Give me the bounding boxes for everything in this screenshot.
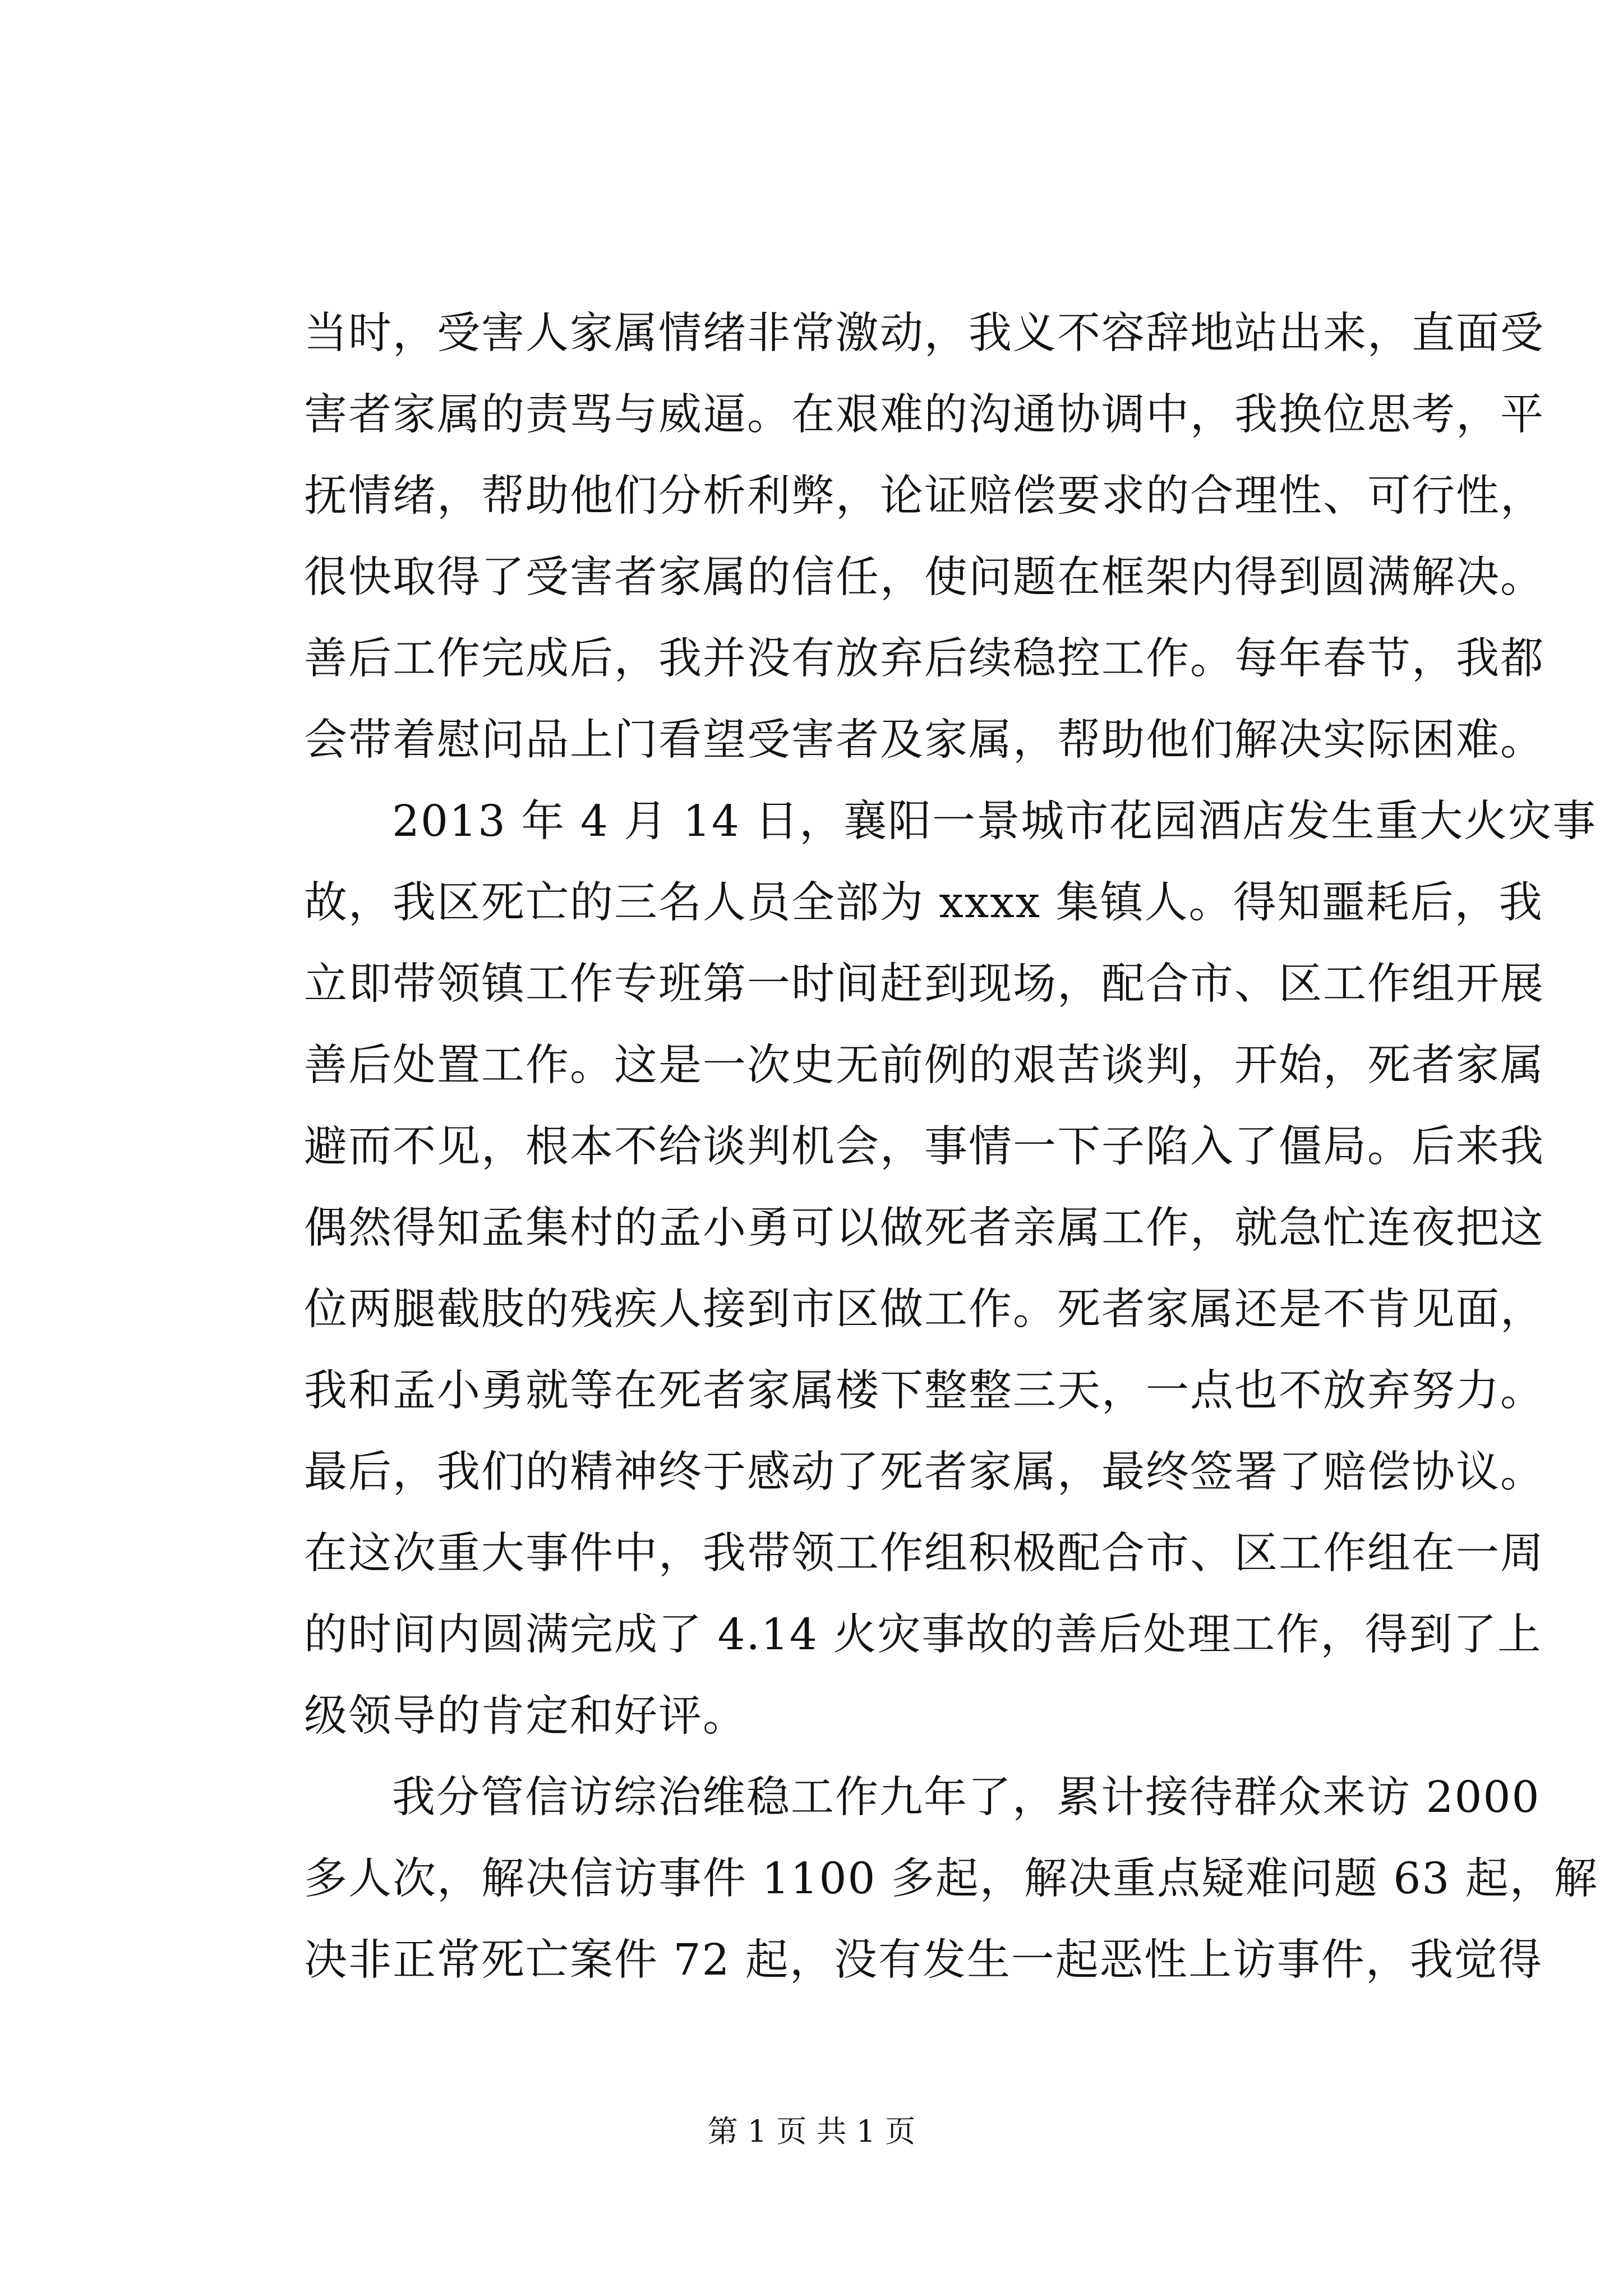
text-line: 害者家属的责骂与威逼。在艰难的沟通协调中，我换位思考，平 — [304, 390, 1544, 440]
text-line: 立即带领镇工作专班第一时间赶到现场，配合市、区工作组开展 — [304, 959, 1544, 1009]
text-line: 决非正常死亡案件 72 起，没有发生一起恶性上访事件，我觉得 — [304, 1935, 1543, 1985]
text-line: 善后工作完成后，我并没有放弃后续稳控工作。每年春节，我都 — [304, 634, 1544, 684]
text-line: 在这次重大事件中，我带领工作组积极配合市、区工作组在一周 — [304, 1529, 1544, 1579]
text-line: 会带着慰问品上门看望受害者及家属，帮助他们解决实际困难。 — [304, 715, 1544, 765]
text-line: 我和孟小勇就等在死者家属楼下整整三天，一点也不放弃努力。 — [304, 1366, 1544, 1416]
text-line: 我分管信访综治维稳工作九年了，累计接待群众来访 2000 — [392, 1773, 1541, 1823]
text-line: 多人次，解决信访事件 1100 多起，解决重点疑难问题 63 起，解 — [304, 1854, 1598, 1904]
text-line: 的时间内圆满完成了 4.14 火灾事故的善后处理工作，得到了上 — [304, 1610, 1542, 1660]
text-line: 当时，受害人家属情绪非常激动，我义不容辞地站出来，直面受 — [304, 309, 1544, 358]
text-line: 善后处置工作。这是一次史无前例的艰苦谈判，开始，死者家属 — [304, 1041, 1544, 1091]
text-line: 级领导的肯定和好评。 — [304, 1691, 747, 1741]
text-line: 很快取得了受害者家属的信任，使问题在框架内得到圆满解决。 — [304, 553, 1544, 602]
text-line: 抚情绪，帮助他们分析利弊，论证赔偿要求的合理性、可行性， — [304, 471, 1544, 521]
page-footer — [0, 2112, 1623, 2151]
text-line: 2013 年 4 月 14 日，襄阳一景城市花园酒店发生重大火灾事 — [392, 797, 1597, 846]
text-line: 故，我区死亡的三名人员全部为 xxxx 集镇人。得知噩耗后，我 — [304, 878, 1543, 928]
text-line: 位两腿截肢的残疾人接到市区做工作。死者家属还是不肯见面， — [304, 1285, 1544, 1335]
text-line: 最后，我们的精神终于感动了死者家属，最终签署了赔偿协议。 — [304, 1447, 1544, 1497]
text-line: 避而不见，根本不给谈判机会，事情一下子陷入了僵局。后来我 — [304, 1122, 1544, 1172]
text-line: 偶然得知孟集村的孟小勇可以做死者亲属工作，就急忙连夜把这 — [304, 1203, 1544, 1253]
page-number-label: 第 1 页 共 1 页 — [707, 2114, 916, 2149]
